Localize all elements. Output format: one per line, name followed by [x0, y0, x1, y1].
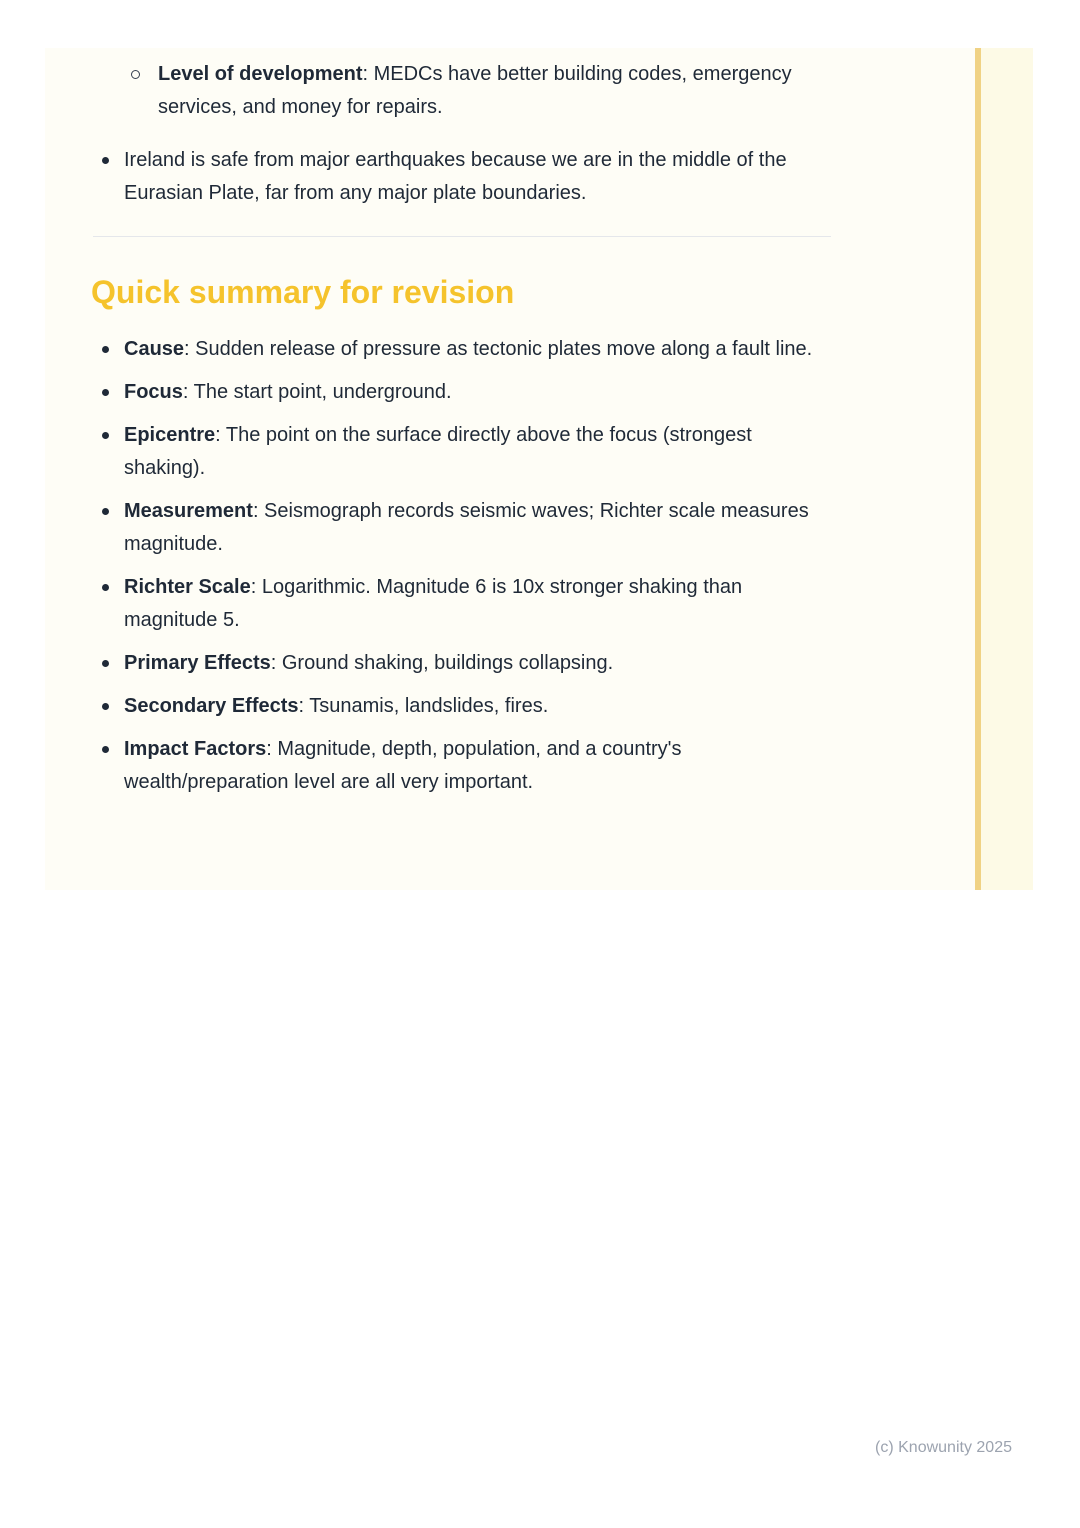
disc-bullet-icon [102, 346, 109, 353]
circle-bullet-icon [131, 70, 140, 79]
list-item-text: : Magnitude, depth, population, and a country's wealth/preparation level are all very important. [124, 738, 682, 793]
disc-bullet-icon [102, 746, 109, 753]
disc-bullet-icon [102, 432, 109, 439]
list-item [91, 144, 831, 210]
section-divider [93, 236, 831, 237]
list-item [91, 58, 831, 124]
list-item [91, 419, 831, 485]
list-item-term: Richter Scale [124, 576, 251, 598]
list-item [91, 333, 831, 366]
list-item [91, 647, 831, 680]
list-item-term: Measurement [124, 500, 253, 522]
list-item-term: Primary Effects [124, 652, 271, 674]
list-item-term: Cause [124, 338, 185, 360]
disc-bullet-icon [102, 703, 109, 710]
list-item [91, 376, 831, 409]
list-item [91, 690, 831, 723]
disc-bullet-icon [102, 584, 109, 591]
list-item-text: : Ground shaking, buildings collapsing. [270, 652, 614, 674]
notes-page-card [45, 48, 1033, 890]
copyright-footer: (c) Knowunity 2025 [875, 1439, 1012, 1456]
disc-bullet-icon [102, 157, 109, 164]
list-item-text: : The point on the surface directly above the focus (strongest shaking). [124, 424, 752, 479]
list-item [91, 495, 831, 561]
summary-heading: Quick summary for revision [91, 274, 515, 310]
summary-list [91, 333, 831, 799]
list-item-text: : Sudden release of pressure as tectonic plates move along a fault line. [184, 338, 813, 360]
list-item-term: Impact Factors [124, 738, 267, 760]
list-item-term: Focus [124, 381, 183, 403]
list-item-text: : The start point, underground. [182, 381, 452, 403]
list-item-text: : MEDCs have better building codes, emergency services, and money for repairs. [158, 63, 792, 118]
list-item-text: : Tsunamis, landslides, fires. [298, 695, 549, 717]
list-item-term: Secondary Effects [124, 695, 299, 717]
list-item-text: : Seismograph records seismic waves; Richter scale measures magnitude. [124, 500, 809, 555]
list-item [91, 571, 831, 637]
list-item-text: : Logarithmic. Magnitude 6 is 10x stronger shaking than magnitude 5. [124, 576, 743, 631]
list-item-term: Level of development [158, 63, 363, 85]
disc-bullet-icon [102, 389, 109, 396]
list-item-term: Epicentre [124, 424, 216, 446]
disc-bullet-icon [102, 508, 109, 515]
disc-bullet-icon [102, 660, 109, 667]
page-content [91, 58, 831, 809]
right-margin-panel [981, 48, 1033, 890]
list-item-text: Ireland is safe from major earthquakes because we are in the middle of the Eurasian Plate, far from any major plate boundaries. [124, 149, 787, 204]
list-item [91, 733, 831, 799]
